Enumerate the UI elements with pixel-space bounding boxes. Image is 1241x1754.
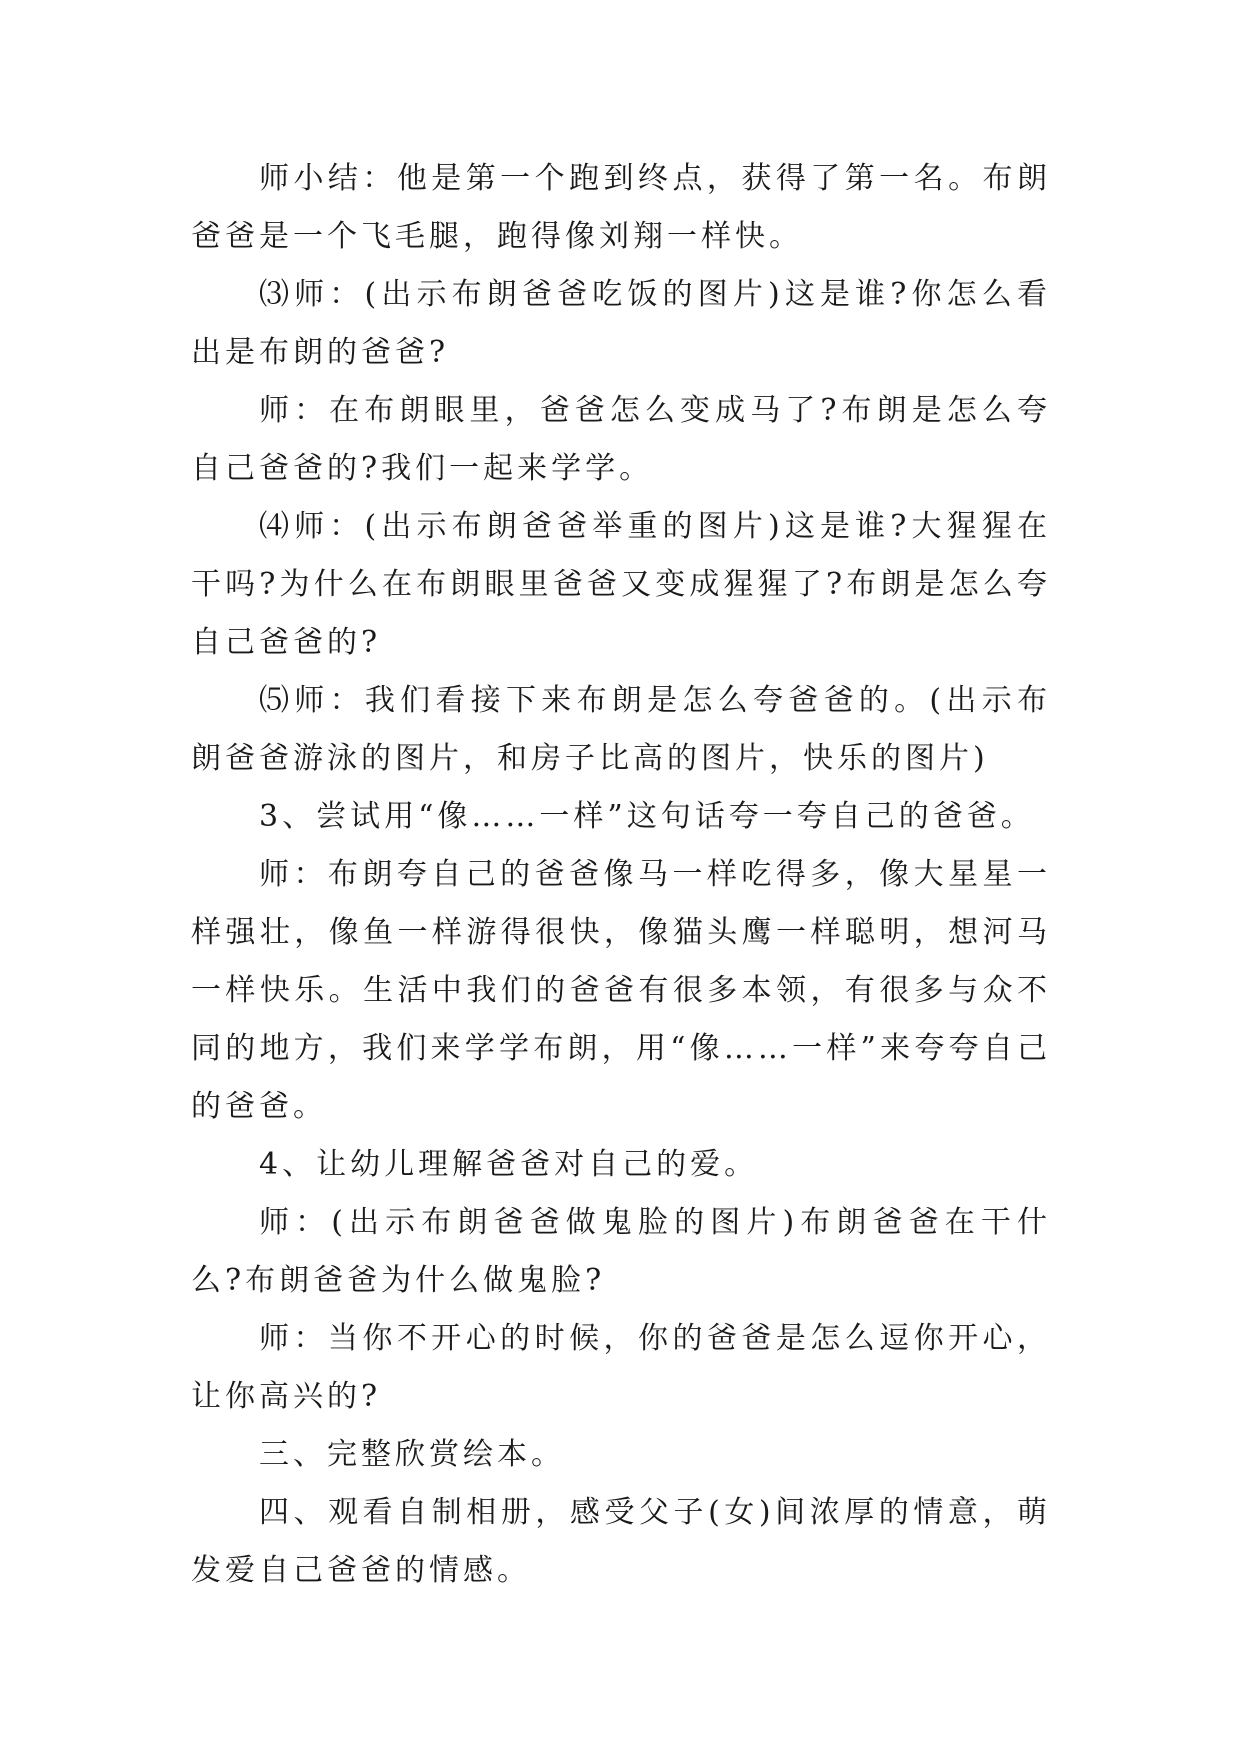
paragraph-section-4: 4、让幼儿理解爸爸对自己的爱。	[259, 1147, 759, 1182]
document-body	[191, 150, 1051, 1600]
paragraph-teacher-happy: 师：当你不开心的时候，你的爸爸是怎么逗你开心，让你高兴的?	[191, 1321, 1051, 1414]
paragraph-step-4: ⑷师：(出示布朗爸爸举重的图片)这是谁?大猩猩在干吗?为什么在布朗眼里爸爸又变成猩猩了?布朗是怎么夸自己爸爸的?	[191, 509, 1051, 660]
paragraph-teacher-praise: 师：布朗夸自己的爸爸像马一样吃得多，像大星星一样强壮，像鱼一样游得很快，像猫头鹰一样聪明，想河马一样快乐。生活中我们的爸爸有很多本领，有很多与众不同的地方，我们来学学布朗，用“像……一样”来夸夸自己的爸爸。	[191, 857, 1051, 1124]
paragraph-teacher-summary: 师小结：他是第一个跑到终点，获得了第一名。布朗爸爸是一个飞毛腿，跑得像刘翔一样快。	[191, 161, 1051, 254]
paragraph-part-four: 四、观看自制相册，感受父子(女)间浓厚的情意，萌发爱自己爸爸的情感。	[191, 1495, 1051, 1588]
paragraph-section-3: 3、尝试用“像……一样”这句话夸一夸自己的爸爸。	[259, 799, 1035, 834]
paragraph-step-3: ⑶师：(出示布朗爸爸吃饭的图片)这是谁?你怎么看出是布朗的爸爸?	[191, 277, 1051, 370]
paragraph-teacher-face: 师：(出示布朗爸爸做鬼脸的图片)布朗爸爸在干什么?布朗爸爸为什么做鬼脸?	[191, 1205, 1051, 1298]
paragraph-step-5: ⑸师：我们看接下来布朗是怎么夸爸爸的。(出示布朗爸爸游泳的图片，和房子比高的图片，快乐的图片)	[191, 683, 1051, 776]
paragraph-part-three: 三、完整欣赏绘本。	[259, 1437, 565, 1472]
paragraph-teacher-horse: 师：在布朗眼里，爸爸怎么变成马了?布朗是怎么夸自己爸爸的?我们一起来学学。	[191, 393, 1051, 486]
